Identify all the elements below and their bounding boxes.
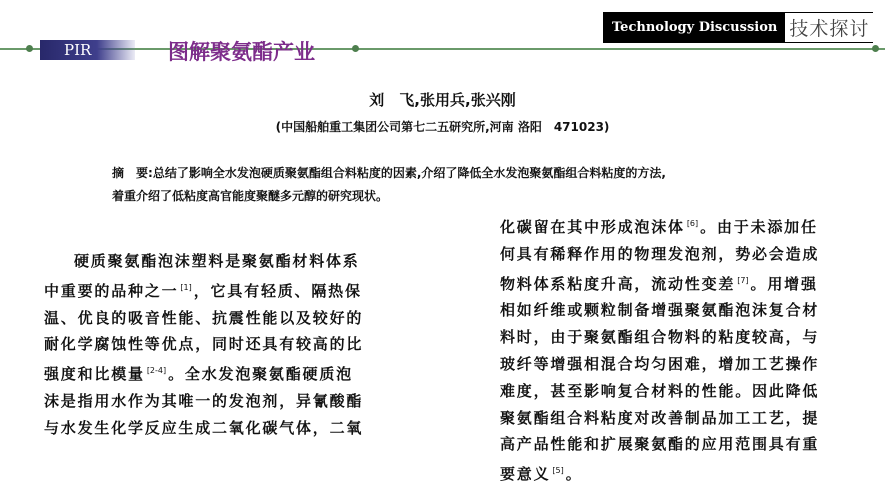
body-line: [500, 431, 860, 458]
rule-dot-icon: [872, 45, 879, 52]
article-affiliation: (中国船舶重工集团公司第七二五研究所,河南 洛阳 471023): [275, 120, 610, 134]
body-text: 强度和比模量: [44, 365, 145, 384]
body-line: [44, 358, 404, 388]
body-text: 。由于未添加任: [700, 218, 818, 236]
body-line: [500, 241, 860, 268]
abstract-line: [112, 162, 792, 185]
body-text: 。全水发泡聚氨酯硬质泡: [168, 365, 353, 384]
body-line: [500, 458, 860, 488]
citation-ref: [5]: [552, 466, 564, 476]
body-line: [44, 415, 404, 442]
section-label-english: Technology Discussion: [604, 13, 785, 42]
citation-ref: [1]: [180, 282, 192, 292]
rule-dot-icon: [352, 45, 359, 52]
body-line: [500, 211, 860, 241]
body-text: 玻纤等增强相混合均匀困难，增加工艺操作: [500, 354, 820, 373]
citation-ref: [7]: [737, 275, 749, 285]
body-text: 化碳留在其中形成泡沫体: [500, 218, 685, 236]
body-text: 温、优良的吸音性能、抗震性能以及较好的: [44, 308, 364, 327]
abstract-text: 着重介绍了低粘度高官能度聚醚多元醇的研究现状。: [112, 189, 389, 203]
abstract: [112, 162, 792, 208]
body-text: 与水发生化学反应生成二氧化碳气体，二氧: [44, 418, 364, 437]
body-column-left: [44, 248, 404, 442]
citation-ref: [6]: [686, 219, 699, 228]
body-line: [500, 324, 860, 351]
article-authors: 刘 飞,张用兵,张兴刚: [369, 91, 516, 109]
abstract-text: 总结了影响全水发泡硬质聚氨酯组合料粘度的因素,介绍了降低全水发泡聚氨酯组合料粘度的方法,: [152, 166, 666, 180]
abstract-line: [112, 185, 792, 208]
body-text: 耐化学腐蚀性等优点，同时还具有较高的比: [44, 335, 364, 354]
column-title: 图解聚氨酯产业: [168, 40, 315, 64]
body-text: 高产品性能和扩展聚氨酯的应用范围具有重: [500, 435, 820, 454]
abstract-label: 摘 要:: [112, 166, 153, 180]
body-line: [44, 248, 404, 275]
body-text: 物料体系粘度升高，流动性变差: [500, 274, 736, 293]
body-line: [500, 268, 860, 298]
body-text: 料时，由于聚氨酯组合物料的粘度较高，与: [500, 328, 820, 347]
body-text: 相如纤维或颗粒制备增强聚氨酯泡沫复合材: [500, 301, 820, 320]
body-text: 。: [565, 465, 583, 484]
body-line: [44, 305, 404, 332]
body-line: [44, 331, 404, 358]
section-banner: [603, 12, 873, 43]
body-text: 中重要的品种之一: [44, 281, 179, 300]
body-text: 聚氨酯组合料粘度对改善制品加工工艺，提: [500, 408, 820, 427]
body-column-right: [500, 211, 860, 488]
body-line: [500, 405, 860, 432]
body-text: 沫是指用水作为其唯一的发泡剂，异氰酸酯: [44, 391, 364, 410]
pir-tag: PIR: [40, 40, 135, 60]
citation-ref: [2-4]: [146, 366, 167, 376]
body-line: [500, 378, 860, 405]
body-line: [44, 275, 404, 305]
section-label-chinese: 技术探讨: [785, 13, 873, 42]
body-text: 硬质聚氨酯泡沫塑料是聚氨酯材料体系: [74, 252, 360, 270]
body-text: 何具有稀释作用的物理发泡剂，势必会造成: [500, 244, 820, 263]
body-text: 。用增强: [750, 274, 818, 293]
body-line: [44, 388, 404, 415]
body-line: [500, 351, 860, 378]
body-text: 要意义: [500, 465, 551, 484]
body-text: 难度，甚至影响复合材料的性能。因此降低: [500, 381, 820, 400]
body-line: [500, 297, 860, 324]
rule-dot-icon: [26, 45, 33, 52]
body-text: ，它具有轻质、隔热保: [193, 281, 362, 300]
